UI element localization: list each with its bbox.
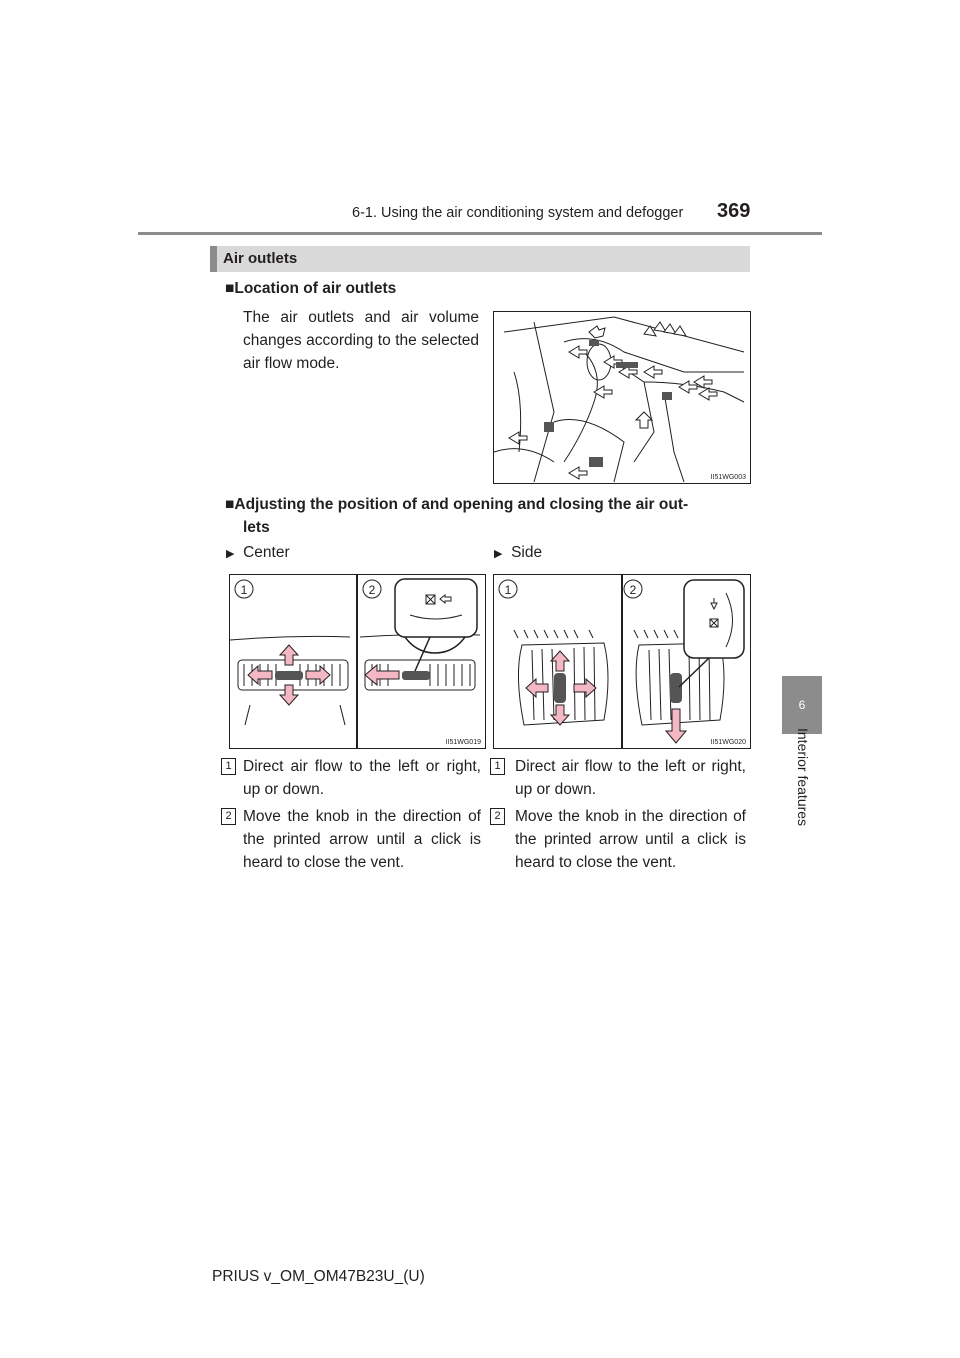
center-step-1: Direct air flow to the left or right, up or down.: [243, 758, 481, 798]
square-bullet-icon: ■: [225, 280, 235, 297]
side-step-1: Direct air flow to the left or right, up or down.: [515, 758, 746, 798]
step-number-2: 2: [490, 808, 505, 825]
page-number: 369: [717, 200, 751, 222]
figure-center-vent: [229, 574, 486, 749]
callout-1: 1: [504, 583, 512, 597]
subheading-location-text: Location of air outlets: [234, 280, 397, 297]
figure-air-outlet-locations: [493, 311, 751, 484]
center-step-2: Move the knob in the direction of the printed arrow until a click is heard to close the vent.: [243, 808, 481, 871]
figure-code: II51WG020: [710, 739, 746, 746]
triangle-bullet-icon: ▶: [494, 548, 503, 560]
step-number-1: 1: [221, 758, 236, 775]
side-label-text: Side: [511, 544, 543, 561]
center-label: [226, 541, 290, 566]
square-bullet-icon: ■: [225, 496, 235, 513]
center-vent-illustration: [230, 575, 485, 748]
location-body: The air outlets and air volume changes according to the selected air flow mode.: [243, 309, 479, 372]
car-interior-illustration: [494, 312, 750, 483]
side-vent-illustration: [494, 575, 750, 748]
callout-2: 2: [368, 583, 376, 597]
direction-arrows: [248, 645, 399, 705]
step-number-2: 2: [221, 808, 236, 825]
subheading-location: [225, 280, 396, 298]
header-rule: [138, 232, 822, 235]
figure-code: II51WG019: [445, 739, 481, 746]
subheading-adjusting-line2: lets: [243, 519, 270, 536]
step-number-1: 1: [490, 758, 505, 775]
figure-code: II51WG003: [710, 474, 746, 481]
direction-arrows: [526, 651, 686, 743]
subheading-adjusting: [225, 493, 750, 539]
side-label: [494, 541, 542, 566]
triangle-bullet-icon: ▶: [226, 548, 235, 560]
callout-1: 1: [240, 583, 248, 597]
chapter-tab: 6: [782, 676, 822, 734]
center-label-text: Center: [243, 544, 290, 561]
callout-2: 2: [629, 583, 637, 597]
section-title-accent: [210, 246, 217, 272]
chapter-label: Interior features: [795, 728, 811, 827]
figure-side-vent: [493, 574, 751, 749]
running-header: 6-1. Using the air conditioning system and defogger: [352, 205, 684, 221]
subheading-adjusting-line1: Adjusting the position of and opening and closing the air out-: [234, 496, 689, 513]
footer-doc-id: PRIUS v_OM_OM47B23U_(U): [212, 1268, 425, 1285]
side-step-2: Move the knob in the direction of the printed arrow until a click is heard to close the vent.: [515, 808, 746, 871]
section-title: Air outlets: [223, 250, 298, 267]
